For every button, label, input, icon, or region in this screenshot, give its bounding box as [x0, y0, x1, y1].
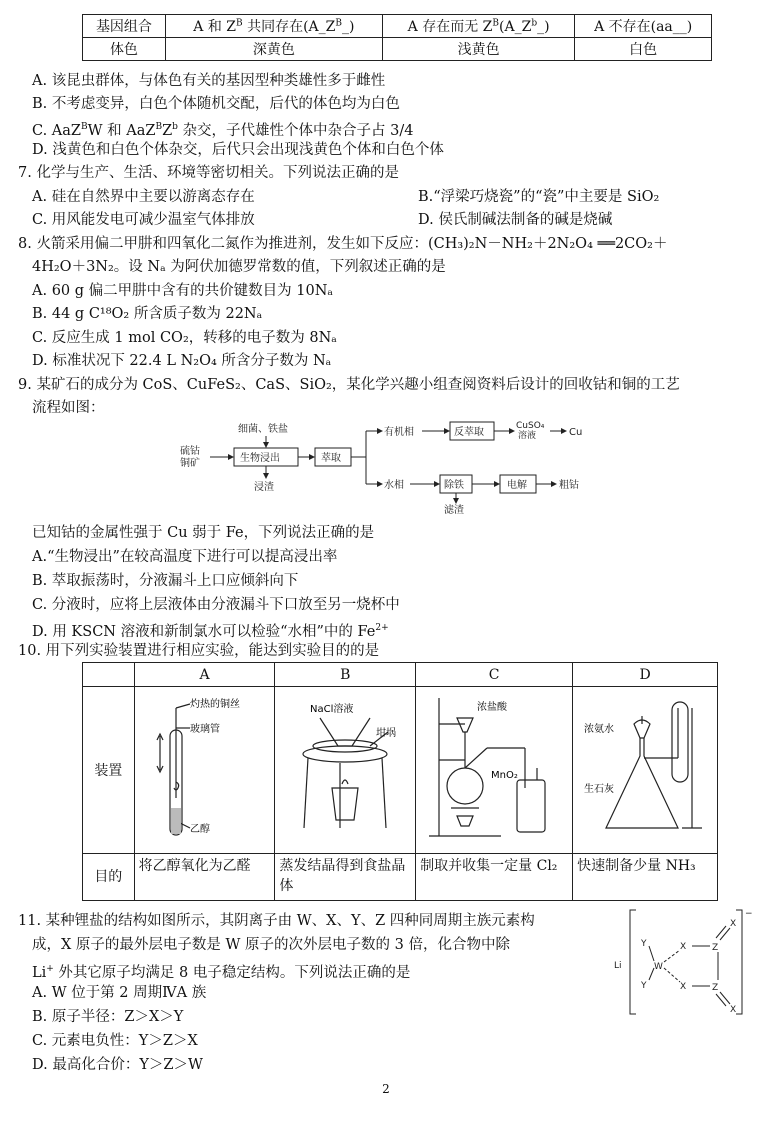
label-glass-tube: 玻璃管 — [189, 724, 220, 735]
purpose-d: 快速制备少量 NH₃ — [573, 854, 718, 901]
label-conc-ammonia: 浓氨水 — [584, 724, 615, 735]
apparatus-d — [573, 687, 718, 854]
q6-option-b: B. 不考虑变异，白色个体随机交配，后代的体色均为白色 — [32, 96, 400, 112]
q9-note: 已知钴的金属性强于 Cu 弱于 Fe，下列说法正确的是 — [32, 525, 375, 541]
cuso4-label-bottom: 溶液 — [518, 431, 537, 441]
col-header-b: B — [275, 663, 416, 687]
q11-option-b: B. 原子半径：Z＞X＞Y — [32, 1009, 184, 1025]
label-nacl-solution: NaCl溶液 — [310, 704, 354, 715]
q9-stem-1: 9. 某矿石的成分为 CoS、CuFeS₂、CaS、SiO₂，某化学兴趣小组查阅资料后设计的回收钴和铜的工艺 — [18, 377, 680, 393]
q8-stem-1: 8. 火箭采用偏二甲肼和四氧化二氮作为推进剂，发生如下反应：(CH₃)₂N－NH₂＋2N₂O₄ ══2CO₂＋ — [18, 236, 668, 252]
q8-stem-2: 4H₂O＋3N₂。设 Nₐ 为阿伏加德罗常数的值，下列叙述正确的是 — [32, 259, 446, 275]
cuso4-label-top: CuSO₄ — [516, 421, 545, 431]
q8-option-d: D. 标准状况下 22.4 L N₂O₄ 所含分子数为 Nₐ — [32, 353, 332, 369]
ore-label-bottom: 铜矿 — [180, 458, 200, 469]
table-cell: 浅黄色 — [382, 38, 574, 61]
q11-option-c: C. 元素电负性：Y＞Z＞X — [32, 1033, 198, 1049]
li-label: Li — [614, 961, 622, 971]
label-crucible: 坩埚 — [376, 728, 397, 739]
process-flowchart — [170, 418, 600, 518]
x-atom-lower-right: X — [730, 1005, 737, 1015]
filter-residue-label: 滤渣 — [444, 505, 464, 516]
leach-label: 生物浸出 — [240, 453, 280, 464]
lithium-salt-structure — [614, 906, 764, 1018]
q9-option-a: A.“生物浸出”在较高温度下进行可以提高浸出率 — [32, 549, 338, 565]
col-header-d: D — [573, 663, 718, 687]
z-atom-top: Z — [712, 943, 719, 953]
q6-option-c: C. AaZ$^B$W 和 $AaZ^BZ^b$ 杂交，子代雄性个体中杂合子占 3/4 — [32, 122, 414, 139]
apparatus-a-drawing — [140, 688, 270, 848]
table-header: 基因组合 — [83, 15, 166, 38]
apparatus-b-drawing — [280, 688, 410, 848]
q11-option-a: A. W 位于第 2 周期ⅣA 族 — [32, 985, 207, 1001]
purpose-b: 蒸发结晶得到食盐晶体 — [275, 854, 416, 901]
genotype-table — [82, 14, 712, 61]
x-atom-top: X — [680, 942, 687, 952]
q7-option-c: C. 用风能发电可减少温室气体排放 — [32, 212, 255, 228]
q8-option-b: B. 44 g C¹⁸O₂ 所含质子数为 22Nₐ — [32, 306, 263, 322]
label-mno2: MnO₂ — [491, 770, 519, 781]
q7-option-b: B.“浮梁巧烧瓷”的“瓷”中主要是 SiO₂ — [418, 189, 660, 205]
experiment-table — [82, 662, 718, 901]
extract-label: 萃取 — [321, 453, 341, 464]
row-label-apparatus: 装置 — [83, 687, 135, 854]
purpose-c: 制取并收集一定量 Cl₂ — [416, 854, 573, 901]
q9-option-d: D. 用 KSCN 溶液和新制氯水可以检验“水相”中的 $Fe^{2+}$ — [32, 623, 389, 640]
row-label-purpose: 目的 — [83, 854, 135, 901]
label-conc-hcl: 浓盐酸 — [477, 702, 508, 713]
electrolysis-label: 电解 — [507, 480, 527, 491]
q7-option-d: D. 侯氏制碱法制备的碱是烧碱 — [418, 212, 613, 228]
page-number: 2 — [382, 1082, 390, 1096]
q7-stem: 7. 化学与生产、生活、环境等密切相关。下列说法正确的是 — [18, 165, 399, 181]
apparatus-b — [275, 687, 416, 854]
back-extract-label: 反萃取 — [454, 427, 484, 438]
bacteria-label: 细菌、铁盐 — [238, 424, 288, 435]
label-hot-copper-wire: 灼热的铜丝 — [189, 699, 240, 710]
anion-charge: − — [745, 909, 753, 919]
remove-fe-label: 除铁 — [444, 480, 464, 491]
table-header: A 不存在(aa__) — [575, 15, 712, 38]
residue-label: 浸渣 — [254, 482, 274, 493]
q8-option-c: C. 反应生成 1 mol CO₂，转移的电子数为 8Nₐ — [32, 330, 337, 346]
q9-stem-2: 流程如图： — [32, 400, 105, 416]
table-cell: 深黄色 — [165, 38, 382, 61]
table-header: A 和 $Z^B$ 共同存在$(A\_Z^B\_)$ — [165, 15, 382, 38]
cu-label: Cu — [569, 427, 583, 438]
label-quicklime: 生石灰 — [584, 784, 615, 795]
apparatus-d-drawing — [578, 688, 712, 848]
q11-option-d: D. 最高化合价：Y＞Z＞W — [32, 1057, 203, 1073]
col-header-a: A — [134, 663, 275, 687]
x-atom-bottom: X — [680, 982, 687, 992]
purpose-a: 将乙醇氧化为乙醛 — [134, 854, 275, 901]
apparatus-a — [134, 687, 275, 854]
y-atom-top: Y — [641, 939, 647, 949]
col-header-c: C — [416, 663, 573, 687]
w-atom: W — [654, 962, 663, 972]
apparatus-c — [416, 687, 573, 854]
table-cell: 白色 — [575, 38, 712, 61]
q6-option-a: A. 该昆虫群体，与体色有关的基因型种类雄性多于雌性 — [32, 73, 386, 89]
y-atom-bottom: Y — [641, 981, 647, 991]
table-cell: 体色 — [83, 38, 166, 61]
label-ethanol: 乙醇 — [189, 824, 210, 835]
q11-stem-1: 11. 某种锂盐的结构如图所示，其阴离子由 W、X、Y、Z 四种同周期主族元素构 — [18, 913, 535, 929]
q10-stem: 10. 用下列实验装置进行相应实验，能达到实验目的的是 — [18, 643, 380, 659]
q11-stem-2: 成，X 原子的最外层电子数是 W 原子的次外层电子数的 3 倍，化合物中除 — [32, 937, 510, 953]
table-header: A 存在而无 $Z^B(A\_Z^b\_)$ — [382, 15, 574, 38]
ore-label-top: 硫钴 — [180, 446, 200, 457]
x-atom-upper-right: X — [730, 919, 737, 929]
apparatus-c-drawing — [421, 688, 567, 848]
q11-stem-3: Li+ 外其它原子均满足 8 电子稳定结构。下列说法正确的是 — [32, 964, 411, 981]
aqueous-phase-label: 水相 — [384, 480, 404, 491]
q9-option-c: C. 分液时，应将上层液体由分液漏斗下口放至另一烧杯中 — [32, 597, 400, 613]
crude-co-label: 粗钴 — [559, 480, 579, 491]
organic-phase-label: 有机相 — [384, 427, 414, 438]
q6-option-d: D. 浅黄色和白色个体杂交，后代只会出现浅黄色个体和白色个体 — [32, 142, 444, 158]
q9-option-b: B. 萃取振荡时，分液漏斗上口应倾斜向下 — [32, 573, 299, 589]
z-atom-bottom: Z — [712, 983, 719, 993]
q8-option-a: A. 60 g 偏二甲肼中含有的共价键数目为 10Nₐ — [32, 283, 333, 299]
q7-option-a: A. 硅在自然界中主要以游离态存在 — [32, 189, 255, 205]
